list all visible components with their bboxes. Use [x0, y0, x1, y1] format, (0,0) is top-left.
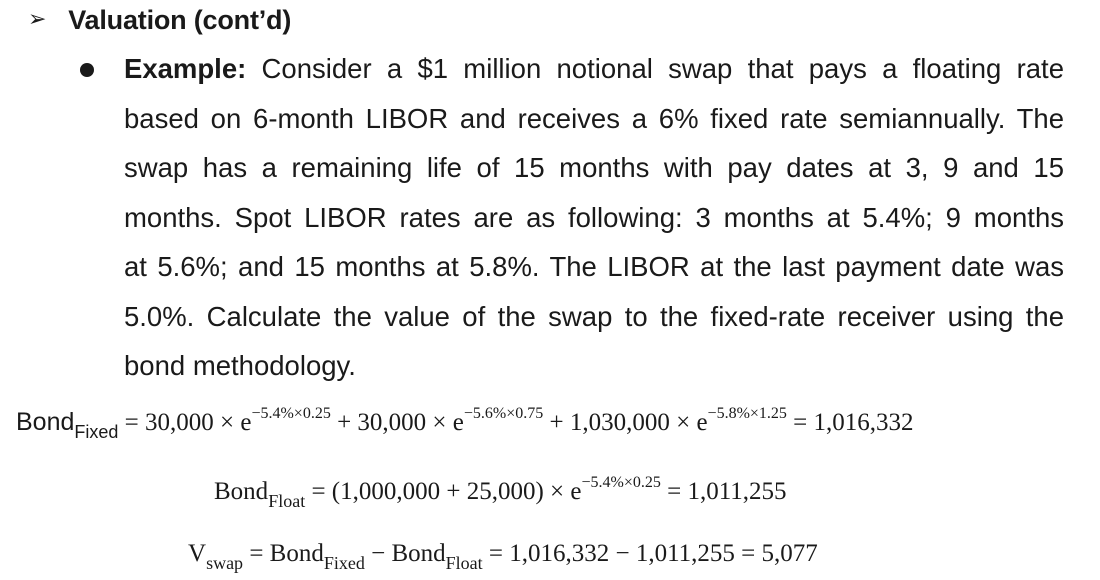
example-line-4: months. Spot LIBOR rates are as following: 3 months at 5.4%; 9 months	[124, 201, 1064, 233]
equation-bond-float	[214, 474, 787, 511]
v-swap-term-1: = Bond	[243, 540, 324, 567]
example-line-2: based on 6-month LIBOR and receives a 6% fixed rate semiannually. The	[124, 102, 1064, 134]
v-swap-lhs-sub: swap	[206, 553, 244, 573]
v-swap-result: = 1,016,332 − 1,011,255 = 5,077	[482, 540, 818, 567]
example-line-6: 5.0%. Calculate the value of the swap to the fixed-rate receiver using the	[124, 300, 1064, 332]
bond-fixed-exp-3: −5.8%×1.25	[707, 405, 787, 422]
example-line-1-text: Consider a $1 million notional swap that pays a floating rate	[246, 53, 1064, 84]
bond-float-lhs-sub: Float	[268, 491, 306, 511]
bond-float-exp-1: −5.4%×0.25	[581, 474, 661, 491]
v-swap-term-2: − Bond	[364, 540, 446, 567]
bond-fixed-lhs-sub: Fixed	[74, 422, 119, 442]
v-swap-lhs: V	[188, 540, 207, 567]
example-line-7: bond methodology.	[124, 350, 356, 381]
bond-fixed-exp-2: −5.6%×0.75	[463, 405, 544, 422]
example-line-1	[124, 44, 1064, 94]
bond-fixed-result: = 1,016,332	[786, 409, 914, 436]
equation-v-swap	[188, 540, 818, 573]
bond-fixed-term-2: + 30,000 × e	[330, 409, 464, 436]
v-swap-term-2-sub: Float	[445, 553, 483, 573]
v-swap-term-1-sub: Fixed	[323, 553, 365, 573]
example-line-5: at 5.6%; and 15 months at 5.8%. The LIBOR at the last payment date was	[124, 251, 1064, 282]
example-lead: Example:	[124, 53, 247, 84]
heading-title: Valuation (cont’d)	[68, 4, 292, 35]
bullet-dot-icon	[80, 63, 94, 77]
arrow-bullet-icon: ➢	[28, 6, 47, 31]
bond-float-term-1: = (1,000,000 + 25,000) × e	[305, 478, 582, 505]
example-paragraph	[124, 44, 1064, 391]
example-line-3: swap has a remaining life of 15 months with pay dates at 3, 9 and 15	[124, 152, 1064, 183]
bond-fixed-term-3: + 1,030,000 × e	[543, 409, 708, 436]
bond-fixed-exp-1: −5.4%×0.25	[251, 405, 331, 422]
equation-bond-fixed	[16, 405, 914, 442]
bond-float-lhs: Bond	[214, 478, 269, 505]
bond-float-result: = 1,011,255	[660, 478, 787, 505]
section-heading	[28, 0, 291, 40]
bond-fixed-term-1: = 30,000 × e	[124, 409, 252, 436]
bond-fixed-lhs: Bond	[16, 408, 75, 436]
